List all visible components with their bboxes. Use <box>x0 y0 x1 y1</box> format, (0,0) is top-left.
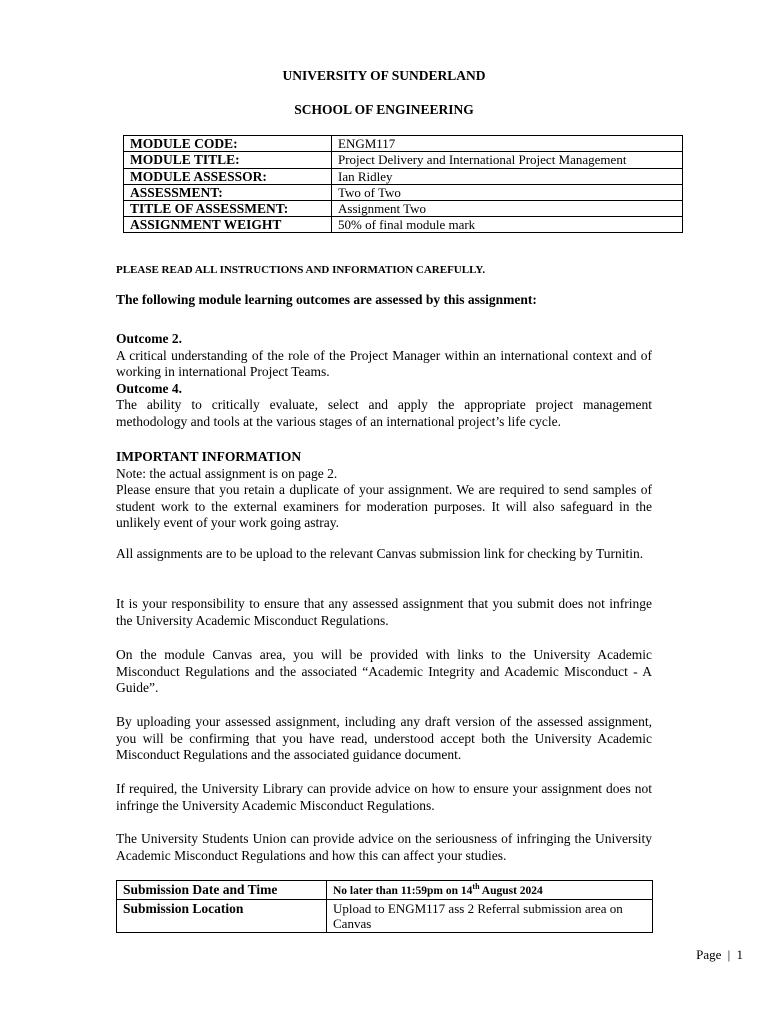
instructions-notice: PLEASE READ ALL INSTRUCTIONS AND INFORMATION CAREFULLY. <box>116 264 486 276</box>
module-info-table <box>123 135 683 233</box>
important-paragraph-6: If required, the University Library can provide advice on how to ensure your assignment does not infringe the University Academic Misconduct Regulations. <box>116 781 652 813</box>
submission-date-text: No later than 11:59pm on 14 <box>333 884 473 897</box>
table-row <box>124 201 683 217</box>
assignment-weight-label: ASSIGNMENT WEIGHT <box>124 217 332 233</box>
submission-date-value <box>327 881 653 900</box>
outcome-4-text: The ability to critically evaluate, select and apply the appropriate project management methodology and tools at the various stages of an international project’s life cycle. <box>116 397 652 429</box>
page-label: Page <box>696 947 722 962</box>
assignment-weight-value: 50% of final module mark <box>332 217 683 233</box>
important-info-section <box>116 449 652 532</box>
submission-date-label: Submission Date and Time <box>117 881 327 900</box>
submission-table <box>116 880 653 933</box>
important-paragraph-3: It is your responsibility to ensure that any assessed assignment that you submit does not infringe the University Academic Misconduct Regulations. <box>116 596 652 628</box>
outcomes-intro: The following module learning outcomes are assessed by this assignment: <box>116 292 537 307</box>
table-row <box>124 152 683 169</box>
submission-date-month: August 2024 <box>479 884 543 897</box>
table-row <box>124 185 683 201</box>
assessment-title-label: TITLE OF ASSESSMENT: <box>124 201 332 217</box>
page-separator: | <box>727 947 731 962</box>
module-title-value: Project Delivery and International Project Management <box>332 152 683 169</box>
submission-location-label: Submission Location <box>117 900 327 933</box>
outcome-4-heading: Outcome 4. <box>116 380 182 396</box>
outcomes-section <box>116 331 652 430</box>
outcome-2-heading: Outcome 2. <box>116 331 182 346</box>
assessment-label: ASSESSMENT: <box>124 185 332 201</box>
assessment-title-value: Assignment Two <box>332 201 683 217</box>
module-code-value: ENGM117 <box>332 136 683 152</box>
table-row <box>117 881 653 900</box>
table-row <box>124 217 683 233</box>
university-title: UNIVERSITY OF SUNDERLAND <box>282 68 486 83</box>
important-paragraph-5: By uploading your assessed assignment, including any draft version of the assessed assignment, you will be confirming that you have read, understood accept both the University Academic Misconduct Regulations and the associated guidance document. <box>116 714 652 762</box>
outcome-2-text: A critical understanding of the role of the Project Manager within an international context and of working in international Project Teams. <box>116 347 652 379</box>
school-title: SCHOOL OF ENGINEERING <box>294 102 474 117</box>
page-footer <box>696 947 743 963</box>
submission-location-value: Upload to ENGM117 ass 2 Referral submission area on Canvas <box>327 900 653 933</box>
important-paragraph-7: The University Students Union can provide advice on the seriousness of infringing the University Academic Misconduct Regulations and how this can affect your studies. <box>116 831 652 863</box>
module-code-label: MODULE CODE: <box>124 136 332 152</box>
page-number: 1 <box>736 947 743 962</box>
module-assessor-value: Ian Ridley <box>332 169 683 185</box>
module-assessor-label: MODULE ASSESSOR: <box>124 169 332 185</box>
important-paragraph-1: Please ensure that you retain a duplicate of your assignment. We are required to send samples of student work to the external examiners for moderation purposes. It will also safeguard in the unlikely event of your work going astray. <box>116 482 652 530</box>
table-row <box>124 136 683 152</box>
important-note: Note: the actual assignment is on page 2. <box>116 465 338 481</box>
table-row <box>117 900 653 933</box>
important-paragraph-4: On the module Canvas area, you will be provided with links to the University Academic Misconduct Regulations and the associated “Academic Integrity and Academic Misconduct - A Guide”. <box>116 647 652 695</box>
module-title-label: MODULE TITLE: <box>124 152 332 169</box>
submission-date-suffix: th <box>472 882 480 891</box>
table-row <box>124 169 683 185</box>
important-paragraph-2: All assignments are to be upload to the relevant Canvas submission link for checking by Turnitin. <box>116 546 644 561</box>
assessment-value: Two of Two <box>332 185 683 201</box>
important-heading: IMPORTANT INFORMATION <box>116 449 302 464</box>
